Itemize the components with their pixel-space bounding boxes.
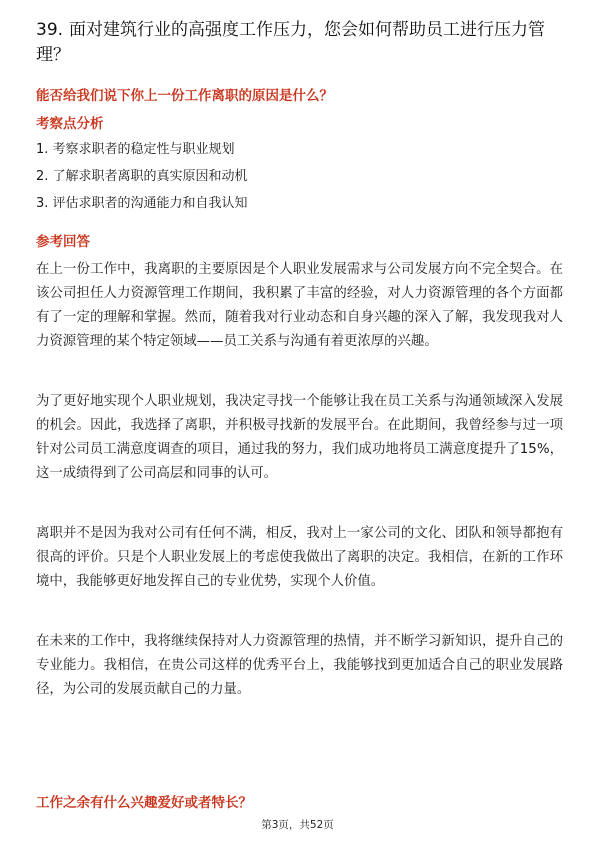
analysis-heading: 考察点分析 <box>36 116 104 132</box>
answer-paragraph: 在未来的工作中，我将继续保持对人力资源管理的热情，并不断学习新知识，提升自己的专业能力。我相信，在贵公司这样的优秀平台上，我能够找到更加适合自己的职业发展路径，为公司的发展贡献自己的力量。 <box>36 634 563 697</box>
question-title <box>36 18 566 68</box>
analysis-point: 3. 评估求职者的沟通能力和自我认知 <box>36 196 248 211</box>
sub-question-heading: 能否给我们说下你上一份工作离职的原因是什么？ <box>36 88 333 104</box>
analysis-point: 2. 了解求职者离职的真实原因和动机 <box>36 169 248 184</box>
analysis-point: 1. 考察求职者的稳定性与职业规划 <box>36 142 235 157</box>
next-question-heading: 工作之余有什么兴趣爱好或者特长？ <box>36 795 252 811</box>
question-number: 39. <box>36 20 64 40</box>
answer-paragraph: 为了更好地实现个人职业规划，我决定寻找一个能够让我在员工关系与沟通领域深入发展的机会。因此，我选择了离职，并积极寻找新的发展平台。在此期间，我曾经参与过一项针对公司员工满意度调查的项目，通过我的努力，我们成功地将员工满意度提升了15%，这一成绩得到了公司高层和同事的认可。 <box>36 394 563 481</box>
analysis-points-list <box>36 140 566 221</box>
page-footer: 第3页，共52页 <box>261 819 334 831</box>
answer-heading: 参考回答 <box>36 234 90 250</box>
answer-paragraph: 在上一份工作中，我离职的主要原因是个人职业发展需求与公司发展方向不完全契合。在该公司担任人力资源管理工作期间，我积累了丰富的经验，对人力资源管理的各个方面都有了一定的理解和掌握。然而，随着我对行业动态和自身兴趣的深入了解，我发现我对人力资源管理的某个特定领域——员工关系与沟通有着更浓厚的兴趣。 <box>36 262 563 349</box>
question-text: 面对建筑行业的高强度工作压力，您会如何帮助员工进行压力管理？ <box>36 20 546 65</box>
answer-body <box>36 258 563 738</box>
answer-paragraph: 离职并不是因为我对公司有任何不满，相反，我对上一家公司的文化、团队和领导都抱有很高的评价。只是个人职业发展上的考虑使我做出了离职的决定。我相信，在新的工作环境中，我能够更好地发挥自己的专业优势，实现个人价值。 <box>36 526 563 589</box>
